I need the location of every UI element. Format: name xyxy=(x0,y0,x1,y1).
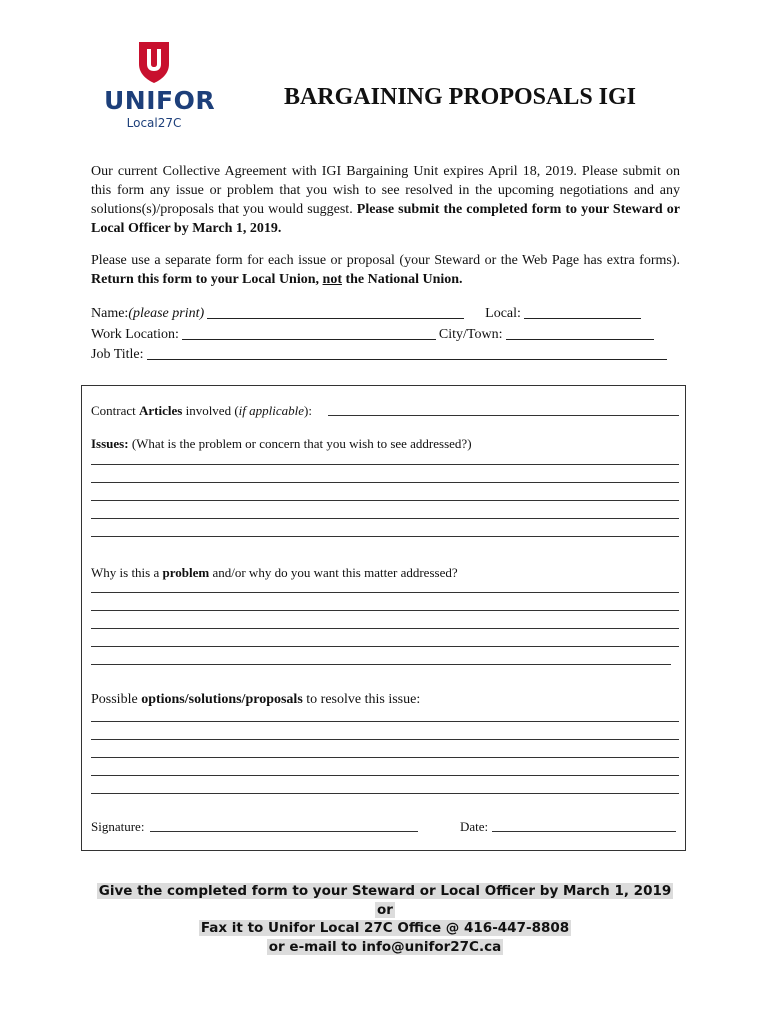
issues-line[interactable] xyxy=(91,536,679,537)
why-line[interactable] xyxy=(91,592,679,593)
options-line[interactable] xyxy=(91,775,679,776)
articles-field[interactable] xyxy=(328,415,679,416)
signature-field[interactable] xyxy=(150,831,418,832)
why-heading xyxy=(91,565,679,581)
work-location-label: Work Location: xyxy=(91,326,179,342)
date-label: Date: xyxy=(460,819,489,834)
name-field[interactable] xyxy=(207,304,464,319)
unifor-logo xyxy=(104,40,216,130)
why-line[interactable] xyxy=(91,664,671,665)
issues-line[interactable] xyxy=(91,464,679,465)
intro-paragraph xyxy=(91,162,680,238)
options-line[interactable] xyxy=(91,793,679,794)
job-title-label: Job Title: xyxy=(91,347,144,362)
issues-line[interactable] xyxy=(91,518,679,519)
intro-bold: Please submit the completed form to your Steward or Local Officer by March 1, 2019. xyxy=(91,202,680,236)
options-line[interactable] xyxy=(91,739,679,740)
why-line[interactable] xyxy=(91,646,679,647)
local-label: Local: xyxy=(485,306,521,321)
why-line[interactable] xyxy=(91,628,679,629)
logo-local-label: Local27C xyxy=(126,116,182,130)
date-field[interactable] xyxy=(492,831,676,832)
issues-line[interactable] xyxy=(91,500,679,501)
footer-line3: Fax it to Unifor Local 27C Office @ 416-447-8808 xyxy=(200,920,570,936)
options-text-b: to resolve this issue: xyxy=(302,692,421,707)
city-label: City/Town: xyxy=(438,326,503,342)
intro-text: Our current Collective Agreement with IGI Bargaining Unit expires April 18, 2019. Please submit on this form any issue or problem that you wish to see resolved in the upcoming negotiations and any solutions(s)/proposals that you would suggest. xyxy=(91,164,680,217)
why-line[interactable] xyxy=(91,610,679,611)
instructions-bold-b: the National Union. xyxy=(341,272,463,287)
logo-wordmark: UNIFOR xyxy=(104,86,216,115)
options-line[interactable] xyxy=(91,721,679,722)
articles-text-a: Contract xyxy=(91,403,140,418)
footer-instructions xyxy=(0,882,770,956)
work-location-field[interactable] xyxy=(182,325,436,340)
instructions-not: not xyxy=(322,272,342,287)
footer-line2: or xyxy=(377,901,393,918)
instructions-text: Please use a separate form for each issue or proposal (your Steward or the Web Page has extra forms). xyxy=(91,253,680,268)
proposal-box xyxy=(81,385,686,851)
footer-line4: or e-mail to info@unifor27C.ca xyxy=(268,938,502,955)
articles-text-b: involved ( xyxy=(182,403,239,418)
issues-text: (What is the problem or concern that you wish to see addressed?) xyxy=(128,436,472,451)
issues-line[interactable] xyxy=(91,482,679,483)
articles-italic: if applicable xyxy=(238,403,305,418)
footer-line1: Give the completed form to your Steward or Local Officer by March 1, 2019 xyxy=(98,883,672,899)
name-label: Name: xyxy=(91,306,129,321)
issues-bold: Issues: xyxy=(91,436,129,451)
options-text-a: Possible xyxy=(91,692,142,707)
articles-text-c: ): xyxy=(304,403,312,418)
instructions-bold-a: Return this form to your Local Union, xyxy=(91,272,323,287)
instructions-paragraph xyxy=(91,251,680,289)
articles-row xyxy=(91,403,679,419)
job-title-field[interactable] xyxy=(147,345,667,360)
member-info-fields xyxy=(91,304,683,366)
local-field[interactable] xyxy=(524,304,641,319)
options-heading xyxy=(91,692,679,708)
why-bold: problem xyxy=(162,565,210,580)
why-text-a: Why is this a xyxy=(91,565,163,580)
issues-heading xyxy=(91,436,679,452)
signature-label: Signature: xyxy=(91,819,145,834)
options-line[interactable] xyxy=(91,757,679,758)
articles-bold: Articles xyxy=(139,403,183,418)
name-hint: (please print) xyxy=(128,306,205,321)
options-bold: options/solutions/proposals xyxy=(141,692,303,707)
page-title: BARGAINING PROPOSALS IGI xyxy=(283,84,637,110)
why-text-b: and/or why do you want this matter addressed? xyxy=(209,565,458,580)
city-field[interactable] xyxy=(506,325,654,340)
unifor-shield-icon xyxy=(137,40,171,84)
